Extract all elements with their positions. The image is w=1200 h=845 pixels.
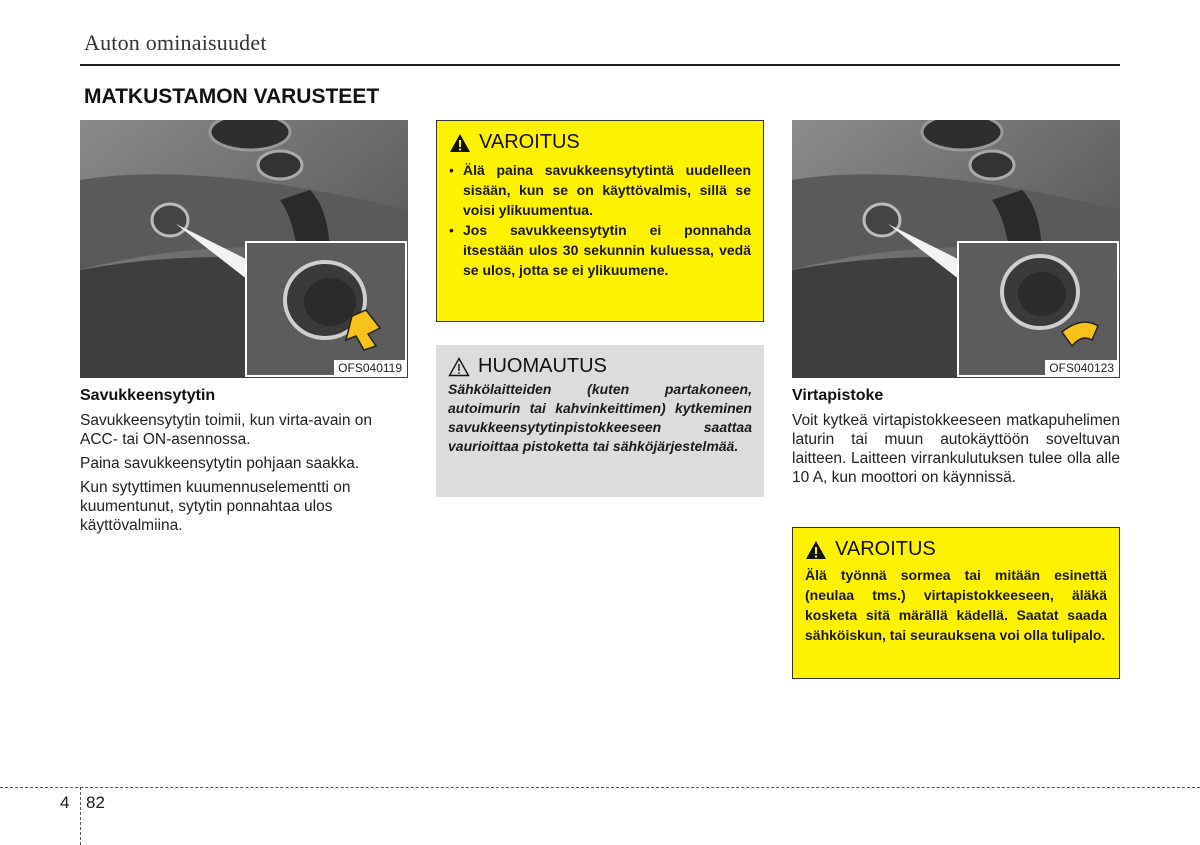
page-number: 82 xyxy=(86,793,105,812)
warning-title xyxy=(805,538,1107,561)
cigarette-lighter-photo xyxy=(80,120,408,378)
list-item: • Älä paina savukkeensytytintä uudelleen sisään, kun se on käyttövalmis, sillä se voisi ylikuumentua. xyxy=(449,160,751,220)
notice-text: Sähkölaitteiden (kuten partakoneen, autoimurin tai kahvinkeittimen) kytkeminen savukkeensytytinpistokkeeseen saattaa vaurioittaa pistoketta tai sähköjärjestelmää. xyxy=(448,381,752,454)
paragraph: Savukkeensytytin toimii, kun virta-avain on ACC- tai ON-asennossa. xyxy=(80,412,373,448)
footer-divider-vertical xyxy=(80,787,81,845)
lighter-description xyxy=(80,411,408,540)
chapter-number: 4 xyxy=(60,793,70,812)
paragraph: Paina savukkeensytytin pohjaan saakka. xyxy=(80,455,360,472)
list-item: • Jos savukkeensytytin ei ponnahda itsestään ulos 30 sekunnin kuluessa, vedä se ulos, jotta se ei ylikuumene. xyxy=(449,220,751,280)
notice-triangle-icon xyxy=(448,357,470,377)
power-outlet-photo xyxy=(792,120,1120,378)
outlet-subheading: Virtapistoke xyxy=(792,387,884,404)
warning-title-text: VAROITUS xyxy=(835,538,936,560)
warning-list xyxy=(449,160,751,280)
notice-title xyxy=(448,355,752,378)
warning-box xyxy=(792,527,1120,679)
warning-text: Älä työnnä sormea tai mitään esinettä (neulaa tms.) virtapistokkeeseen, äläkä kosketa sitä märällä kädellä. Saatat saada sähköiskun, tai seurauksena voi olla tulipalo. xyxy=(805,567,1107,643)
section-title: MATKUSTAMON VARUSTEET xyxy=(84,85,380,108)
image-code: OFS040123 xyxy=(1045,360,1118,376)
header-divider xyxy=(80,64,1120,66)
footer-divider xyxy=(0,787,1200,788)
page-header-title: Auton ominaisuudet xyxy=(84,30,267,55)
warning-box xyxy=(436,120,764,322)
warning-title-text: VAROITUS xyxy=(479,131,580,153)
outlet-description: Voit kytkeä virtapistokkeeseen matkapuhelimen laturin tai muun autokäyttöön soveltuvan laitteen. Laitteen virrankulutuksen tulee olla alle 10 A, kun moottori on käynnissä. xyxy=(792,412,1120,486)
paragraph: Kun sytyttimen kuumennuselementti on kuumentunut, sytytin ponnahtaa ulos käyttövalmiina. xyxy=(80,479,351,534)
notice-box xyxy=(436,345,764,497)
image-code: OFS040119 xyxy=(334,360,406,376)
lighter-subheading: Savukkeensytytin xyxy=(80,387,216,404)
warning-title xyxy=(449,131,751,154)
warning-triangle-icon xyxy=(449,133,471,153)
notice-title-text: HUOMAUTUS xyxy=(478,355,607,377)
warning-triangle-icon xyxy=(805,540,827,560)
